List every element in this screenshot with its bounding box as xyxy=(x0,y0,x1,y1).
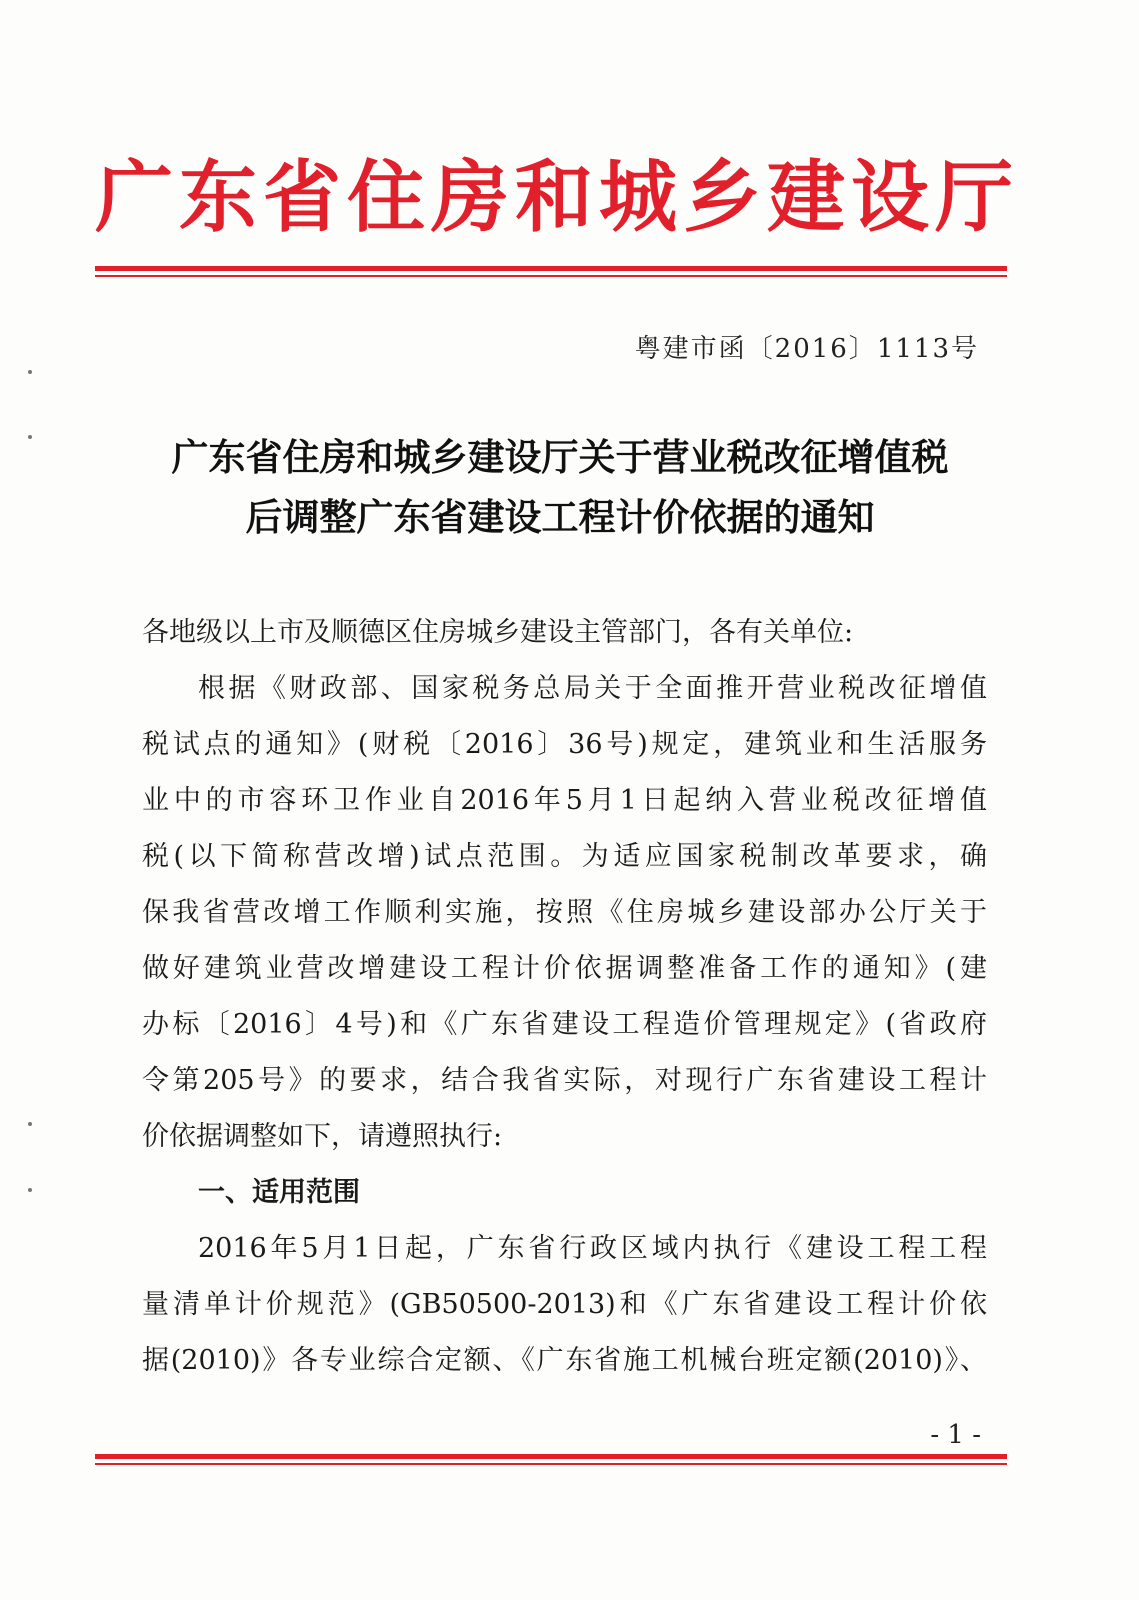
footer-red-rule-thin xyxy=(95,1463,1007,1465)
paragraph-line: 据(2010)》各专业综合定额、《广东省施工机械台班定额(2010)》、 xyxy=(142,1345,987,1376)
organization-header: 广东省住房和城乡建设厅 xyxy=(95,152,1020,243)
paragraph-line: 2016年5月1日起，广东省行政区域内执行《建设工程工程 xyxy=(198,1233,987,1264)
footer-red-rule-thick xyxy=(95,1454,1007,1459)
header-red-rule-thick xyxy=(95,266,1007,271)
page-number: - 1 - xyxy=(930,1420,981,1450)
paragraph-line: 价依据调整如下，请遵照执行: xyxy=(142,1121,503,1152)
section-heading: 一、适用范围 xyxy=(198,1177,360,1208)
salutation: 各地级以上市及顺德区住房城乡建设主管部门，各有关单位: xyxy=(142,617,854,648)
document-body xyxy=(142,605,987,1389)
document-title-line: 广东省住房和城乡建设厅关于营业税改征增值税 xyxy=(171,436,949,479)
paragraph-line: 保我省营改增工作顺利实施，按照《住房城乡建设部办公厅关于 xyxy=(142,897,987,928)
paragraph-line: 税(以下简称营改增)试点范围。为适应国家税制改革要求，确 xyxy=(142,841,987,872)
paragraph-line: 办标〔2016〕4号)和《广东省建设工程造价管理规定》(省政府 xyxy=(142,1009,987,1040)
binding-hole-mark xyxy=(28,370,32,374)
binding-hole-mark xyxy=(28,1122,32,1126)
header-red-rule-thin xyxy=(95,275,1007,277)
binding-hole-mark xyxy=(28,1188,32,1192)
paragraph-line: 业中的市容环卫作业自2016年5月1日起纳入营业税改征增值 xyxy=(142,785,987,816)
paragraph-line: 根据《财政部、国家税务总局关于全面推开营业税改征增值 xyxy=(198,673,987,704)
document-title xyxy=(140,428,980,548)
document-title-line: 后调整广东省建设工程计价依据的通知 xyxy=(245,496,875,539)
paragraph-line: 税试点的通知》(财税〔2016〕36号)规定，建筑业和生活服务 xyxy=(142,729,987,760)
binding-hole-mark xyxy=(28,435,32,439)
paragraph-line: 做好建筑业营改增建设工程计价依据调整准备工作的通知》(建 xyxy=(142,953,987,984)
paragraph-line: 令第205号》的要求，结合我省实际，对现行广东省建设工程计 xyxy=(142,1065,987,1096)
paragraph-line: 量清单计价规范》(GB50500-2013)和《广东省建设工程计价依 xyxy=(142,1289,987,1320)
document-number: 粤建市函〔2016〕1113号 xyxy=(634,334,979,364)
